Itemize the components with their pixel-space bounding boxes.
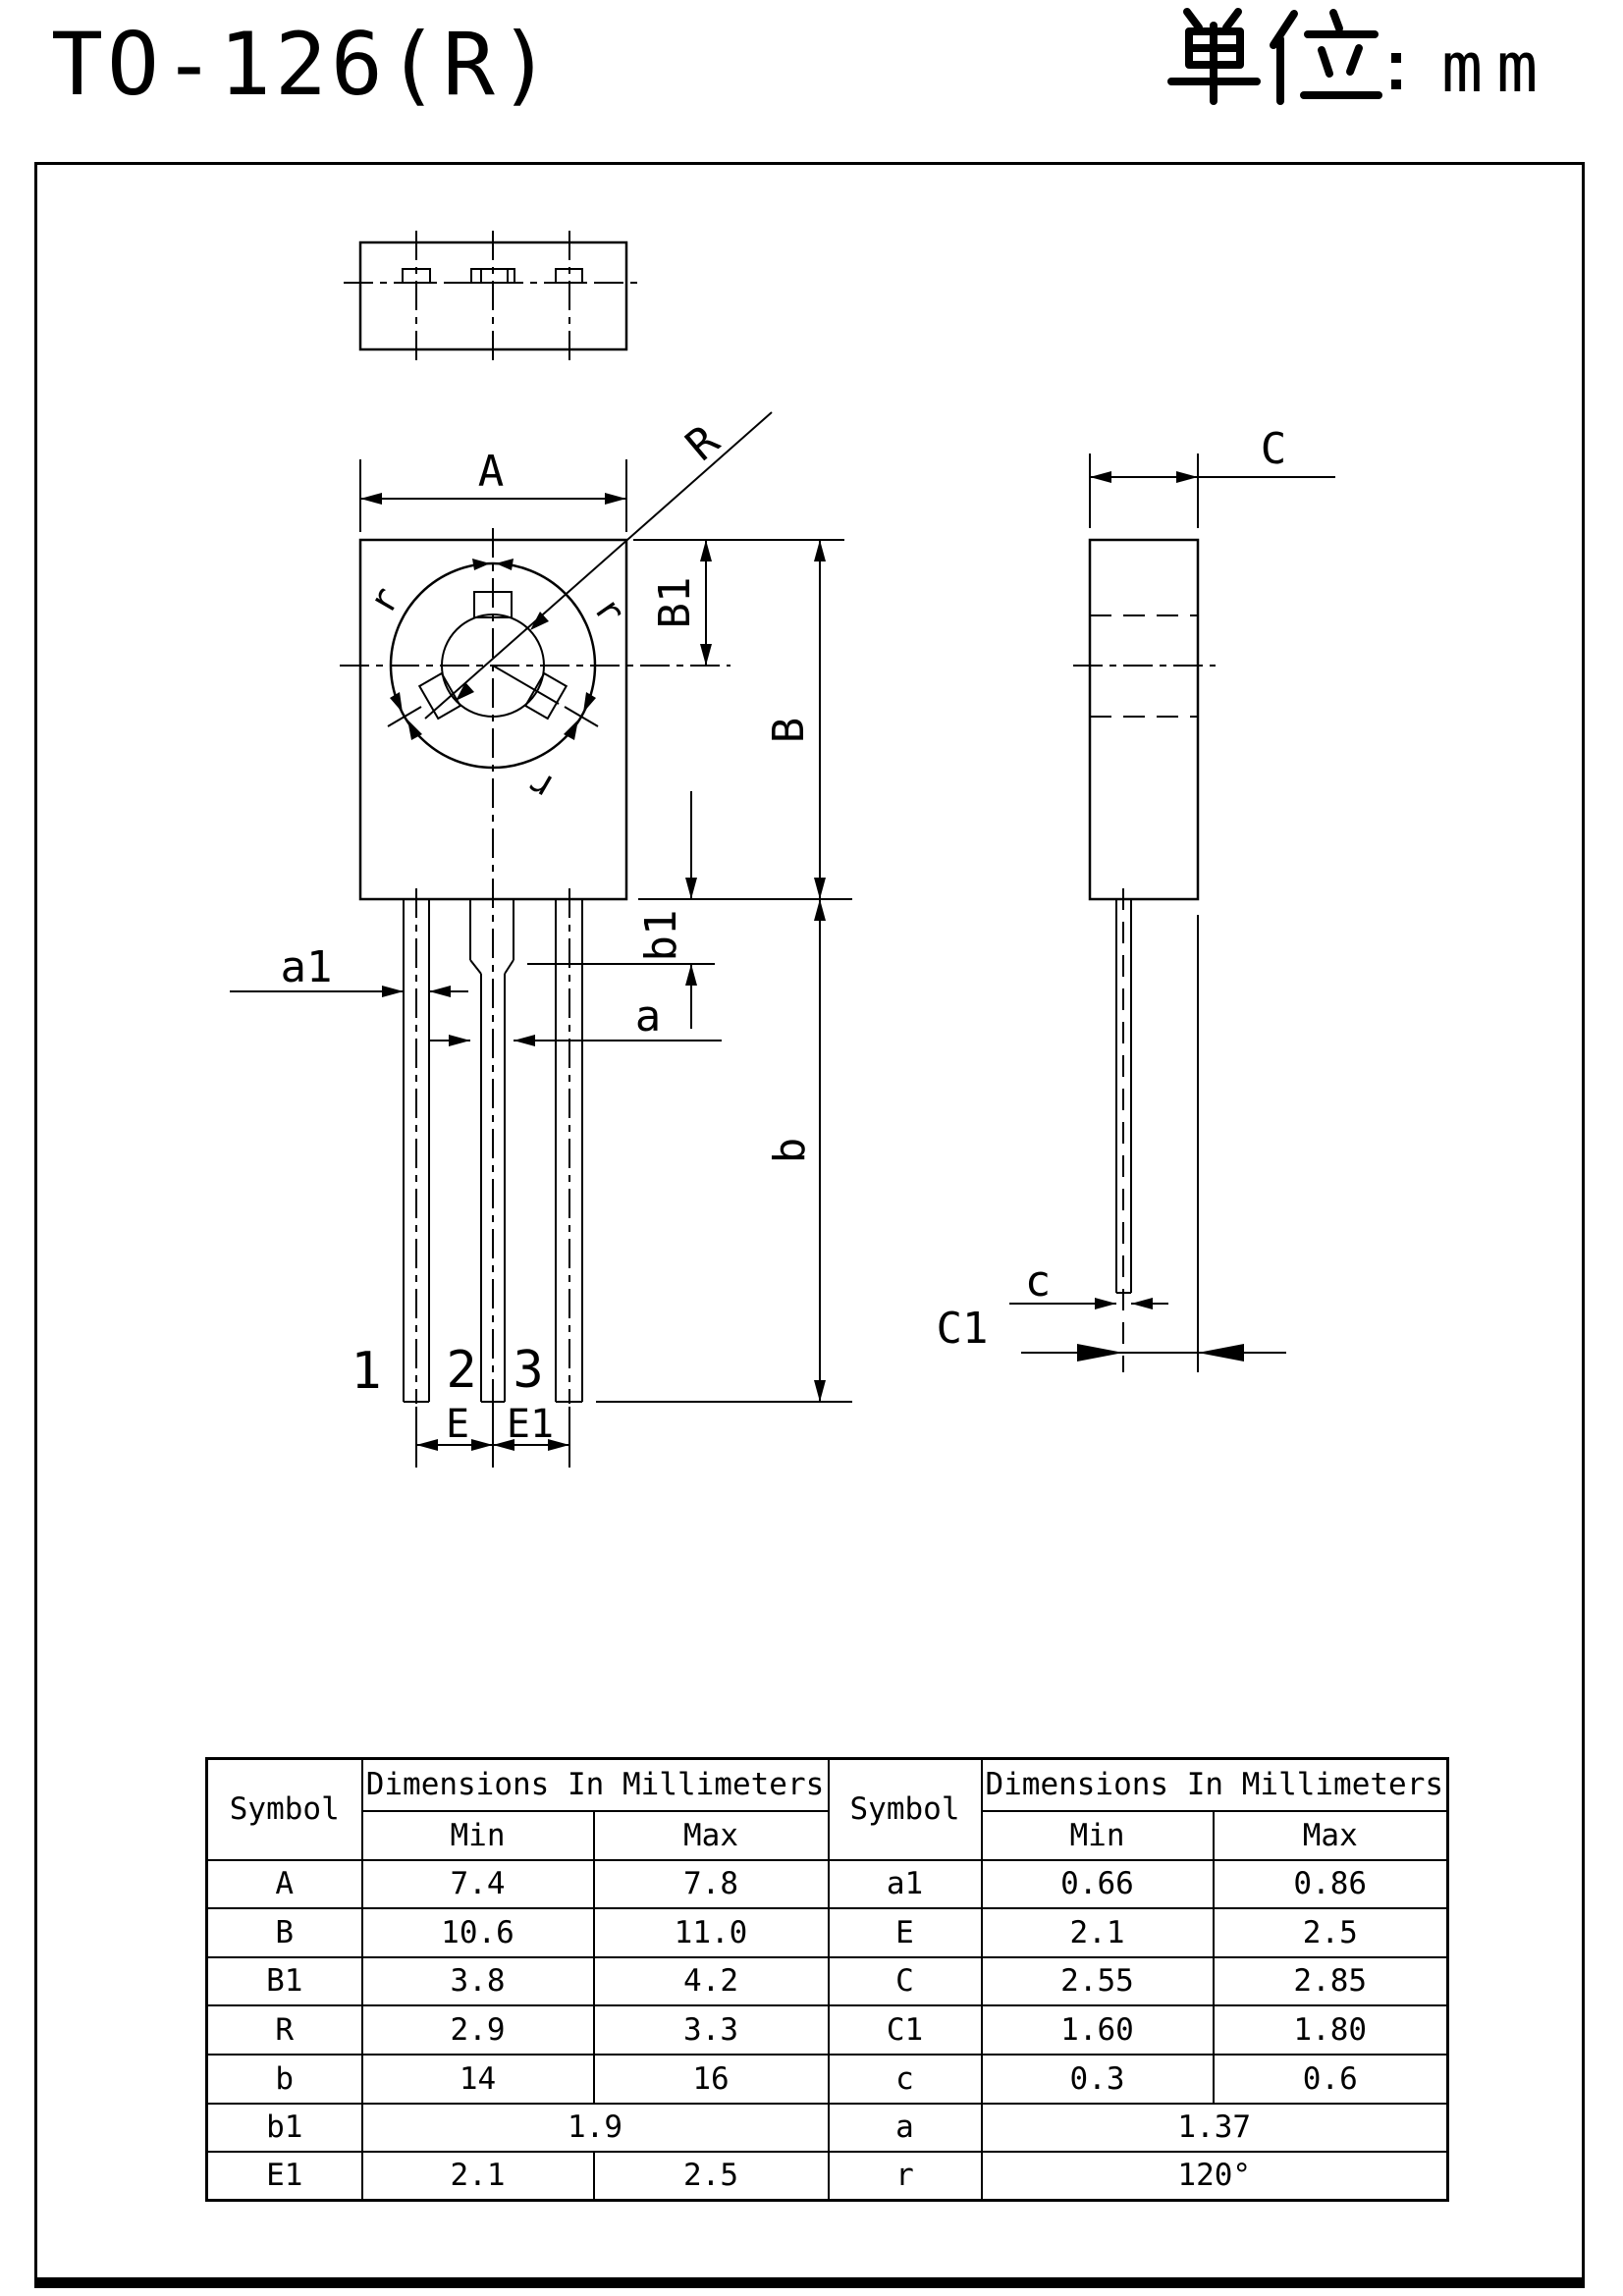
cell-max: 7.8 — [594, 1860, 829, 1908]
cell-min: 1.60 — [982, 2005, 1214, 2055]
table-header-dims-right: Dimensions In Millimeters — [982, 1759, 1448, 1811]
table-row — [207, 2055, 1448, 2104]
cell-max: 2.5 — [1214, 1908, 1448, 1957]
label-a: a — [634, 991, 662, 1041]
label-C1: C1 — [936, 1304, 989, 1354]
cell-symbol: c — [829, 2055, 982, 2104]
pin-number-2: 2 — [446, 1341, 477, 1400]
pad-lower-left — [419, 673, 460, 719]
table-row — [207, 1957, 1448, 2005]
dimension-labels — [281, 415, 1287, 1447]
cell-max: 3.3 — [594, 2005, 829, 2055]
cell-symbol: a1 — [829, 1860, 982, 1908]
table-header-max-left: Max — [594, 1811, 829, 1860]
label-B: B — [764, 717, 814, 744]
cell-min: 2.1 — [982, 1908, 1214, 1957]
side-body — [1090, 540, 1198, 899]
label-b: b — [765, 1137, 815, 1164]
label-E: E — [445, 1402, 470, 1447]
top-view — [344, 231, 643, 361]
cell-value-merged: 120° — [982, 2152, 1448, 2201]
cell-max: 4.2 — [594, 1957, 829, 2005]
pin-number-1: 1 — [351, 1342, 382, 1401]
cell-min: 10.6 — [362, 1908, 594, 1957]
cell-value-merged: 1.9 — [362, 2104, 829, 2152]
cell-max: 11.0 — [594, 1908, 829, 1957]
label-E1: E1 — [506, 1402, 555, 1447]
cell-symbol: b — [207, 2055, 362, 2104]
dimension-table — [205, 1757, 1449, 2202]
table-row — [207, 2152, 1448, 2201]
table-header-min-left: Min — [362, 1811, 594, 1860]
cell-symbol: a — [829, 2104, 982, 2152]
cell-min: 7.4 — [362, 1860, 594, 1908]
label-C: C — [1260, 424, 1287, 474]
label-b1: b1 — [636, 909, 686, 962]
cell-min: 3.8 — [362, 1957, 594, 2005]
cell-symbol: C1 — [829, 2005, 982, 2055]
cell-symbol: E1 — [207, 2152, 362, 2201]
cell-symbol: B1 — [207, 1957, 362, 2005]
table-header-min-right: Min — [982, 1811, 1214, 1860]
lead-3 — [556, 888, 582, 1404]
cell-min: 2.55 — [982, 1957, 1214, 2005]
cell-min: 0.3 — [982, 2055, 1214, 2104]
cell-max: 2.85 — [1214, 1957, 1448, 2005]
label-A: A — [477, 447, 505, 497]
cell-symbol: r — [829, 2152, 982, 2201]
table-row — [207, 1908, 1448, 1957]
table-header-symbol-left: Symbol — [207, 1759, 362, 1860]
cell-symbol: R — [207, 2005, 362, 2055]
label-r-right: r — [585, 588, 634, 632]
label-B1: B1 — [650, 576, 700, 629]
side-view — [1009, 454, 1335, 1372]
table-row — [207, 2104, 1448, 2152]
cell-value-merged: 1.37 — [982, 2104, 1448, 2152]
label-r-bottom: r — [520, 762, 563, 811]
unit-mm-text: mm — [1441, 27, 1552, 108]
cell-max: 0.86 — [1214, 1860, 1448, 1908]
cell-min: 2.1 — [362, 2152, 594, 2201]
table-row — [207, 1860, 1448, 1908]
cell-symbol: b1 — [207, 2104, 362, 2152]
cell-symbol: A — [207, 1860, 362, 1908]
page-title: TO-126(R) — [51, 14, 555, 115]
table-header-symbol-right: Symbol — [829, 1759, 982, 1860]
cell-max: 2.5 — [594, 2152, 829, 2201]
label-a1: a1 — [280, 942, 333, 992]
pin-number-3: 3 — [513, 1341, 544, 1400]
table-header-max-right: Max — [1214, 1811, 1448, 1860]
cell-symbol: B — [207, 1908, 362, 1957]
lead-1 — [404, 888, 429, 1404]
label-R: R — [676, 415, 730, 471]
cell-max: 1.80 — [1214, 2005, 1448, 2055]
cell-symbol: C — [829, 1957, 982, 2005]
table-header-dims-left: Dimensions In Millimeters — [362, 1759, 829, 1811]
cell-max: 0.6 — [1214, 2055, 1448, 2104]
label-r-top-left: r — [359, 579, 408, 621]
label-c: c — [1024, 1256, 1052, 1307]
cell-min: 0.66 — [982, 1860, 1214, 1908]
cell-symbol: E — [829, 1908, 982, 1957]
table-row — [207, 2005, 1448, 2055]
cell-max: 16 — [594, 2055, 829, 2104]
cell-min: 2.9 — [362, 2005, 594, 2055]
cell-min: 14 — [362, 2055, 594, 2104]
